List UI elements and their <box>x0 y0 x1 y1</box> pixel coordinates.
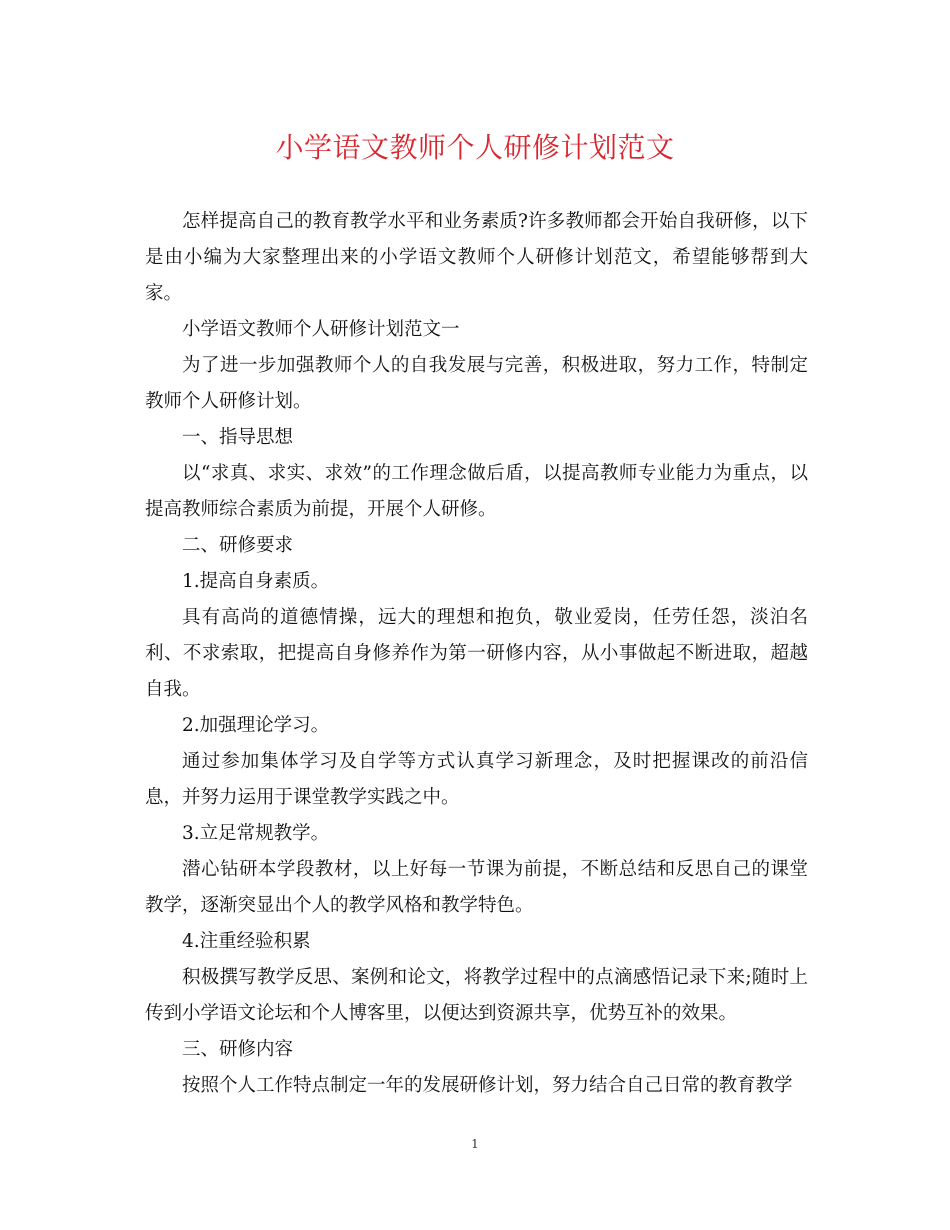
document-title: 小学语文教师个人研修计划范文 <box>275 131 675 164</box>
section-heading: 小学语文教师个人研修计划范文一 <box>182 319 460 340</box>
paragraph: 积极撰写教学反思、案例和论文，将教学过程中的点滴感悟记录下来;随时上传到小学语文论坛和个人博客里，以便达到资源共享，优势互补的效果。 <box>145 967 808 1024</box>
subheading: 2.加强理论学习。 <box>182 715 330 736</box>
document-body <box>145 204 808 1104</box>
paragraph: 为了进一步加强教师个人的自我发展与完善，积极进取，努力工作，特制定教师个人研修计划。 <box>145 355 808 412</box>
subheading: 4.注重经验积累 <box>182 931 311 952</box>
section-heading: 二、研修要求 <box>182 535 294 556</box>
page-number: 1 <box>471 1137 479 1151</box>
paragraph: 潜心钻研本学段教材，以上好每一节课为前提，不断总结和反思自己的课堂教学，逐渐突显出个人的教学风格和教学特色。 <box>145 859 808 916</box>
section-heading: 一、指导思想 <box>182 427 294 448</box>
section-heading: 三、研修内容 <box>182 1039 294 1060</box>
paragraph: 通过参加集体学习及自学等方式认真学习新理念，及时把握课改的前沿信息，并努力运用于课堂教学实践之中。 <box>145 751 808 808</box>
subheading: 3.立足常规教学。 <box>182 823 330 844</box>
paragraph: 怎样提高自己的教育教学水平和业务素质?许多教师都会开始自我研修，以下是由小编为大家整理出来的小学语文教师个人研修计划范文，希望能够帮到大家。 <box>145 211 808 304</box>
paragraph: 以“求真、求实、求效”的工作理念做后盾，以提高教师专业能力为重点，以提高教师综合素质为前提，开展个人研修。 <box>145 463 808 520</box>
subheading: 1.提高自身素质。 <box>182 571 330 592</box>
paragraph: 具有高尚的道德情操，远大的理想和抱负，敬业爱岗，任劳任怨，淡泊名利、不求索取，把提高自身修养作为第一研修内容，从小事做起不断进取，超越自我。 <box>145 607 808 700</box>
paragraph: 按照个人工作特点制定一年的发展研修计划，努力结合自己日常的教育教学 <box>182 1075 793 1096</box>
